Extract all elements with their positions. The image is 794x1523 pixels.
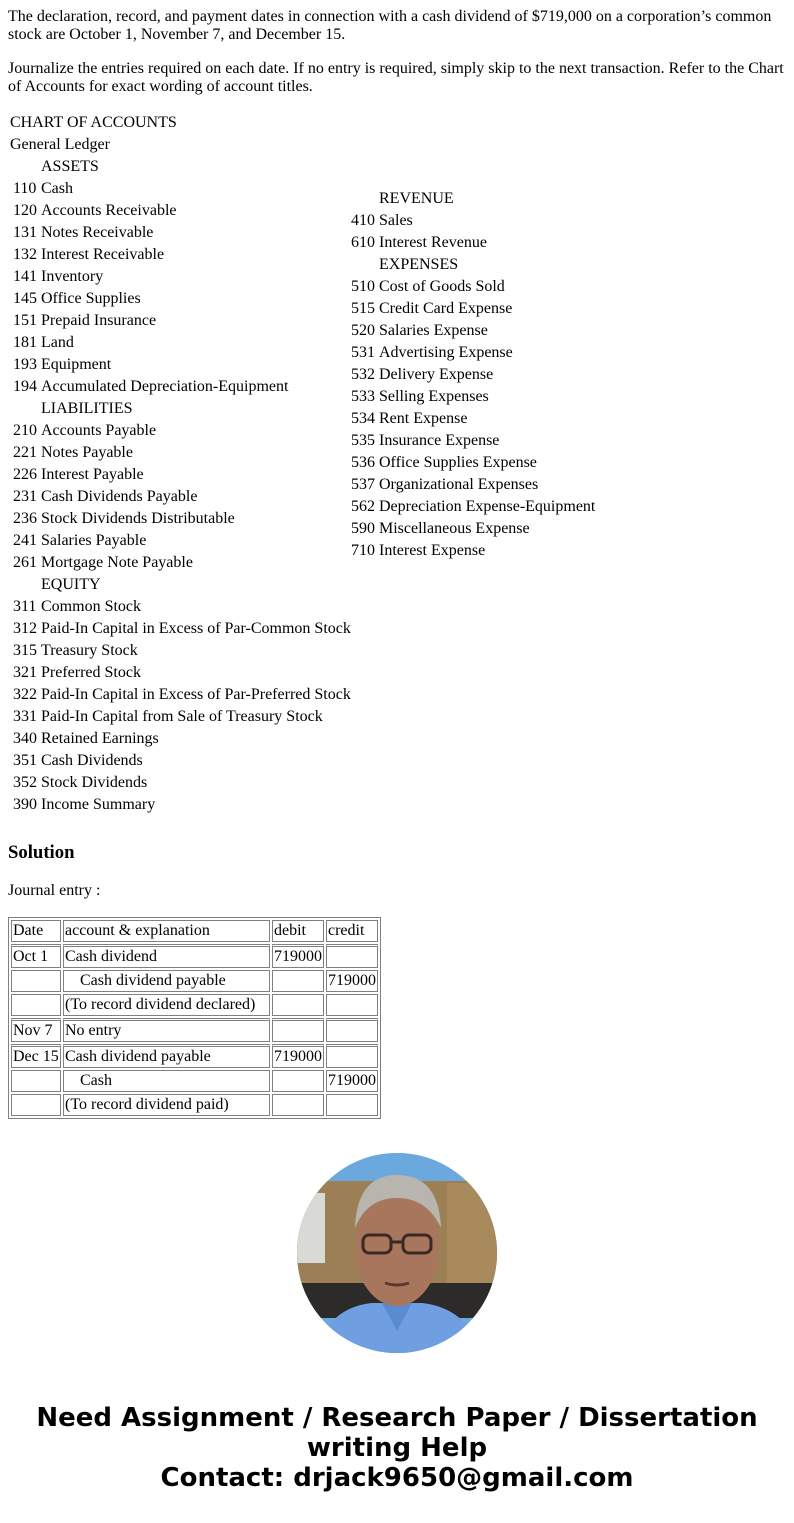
coa-account-item bbox=[8, 750, 351, 772]
coa-account-item bbox=[8, 552, 351, 574]
account-name: Organizational Expenses bbox=[379, 476, 539, 493]
table-row bbox=[11, 970, 378, 992]
coa-account-item bbox=[8, 376, 351, 398]
coa-section-heading: ASSETS bbox=[41, 158, 99, 175]
cell-account: Cash dividend payable bbox=[63, 1044, 270, 1068]
account-number: 226 bbox=[13, 466, 37, 483]
portrait-image bbox=[297, 1153, 497, 1353]
account-number: 340 bbox=[13, 730, 37, 747]
account-name: Treasury Stock bbox=[41, 642, 138, 659]
cell-date: Dec 15 bbox=[11, 1044, 61, 1068]
cell-debit bbox=[272, 1070, 324, 1092]
coa-account-item bbox=[8, 728, 351, 750]
account-number: 236 bbox=[13, 510, 37, 527]
coa-account-item bbox=[346, 518, 595, 540]
cell-account: (To record dividend paid) bbox=[63, 1094, 270, 1116]
cell-debit: 719000 bbox=[272, 944, 324, 968]
account-name: Delivery Expense bbox=[379, 366, 494, 383]
account-name: Salaries Payable bbox=[41, 532, 147, 549]
coa-account-item bbox=[8, 266, 351, 288]
coa-section-heading: EXPENSES bbox=[379, 256, 459, 273]
account-number: 145 bbox=[13, 290, 37, 307]
account-number: 531 bbox=[351, 344, 375, 361]
cell-credit bbox=[326, 1018, 378, 1042]
account-number: 331 bbox=[13, 708, 37, 725]
cell-debit bbox=[272, 1094, 324, 1116]
coa-section-heading: LIABILITIES bbox=[41, 400, 133, 417]
coa-account-item bbox=[8, 530, 351, 552]
coa-account-item bbox=[8, 662, 351, 684]
coa-account-item bbox=[8, 332, 351, 354]
cell-account: Cash dividend bbox=[63, 944, 270, 968]
coa-account-item bbox=[8, 772, 351, 794]
journal-table bbox=[8, 917, 381, 1119]
coa-title: CHART OF ACCOUNTS bbox=[10, 114, 177, 131]
account-number: 536 bbox=[351, 454, 375, 471]
journal-entry-group bbox=[11, 1018, 378, 1042]
table-header-row bbox=[11, 920, 378, 942]
account-number: 535 bbox=[351, 432, 375, 449]
account-number: 321 bbox=[13, 664, 37, 681]
account-name: Cost of Goods Sold bbox=[379, 278, 505, 295]
table-row bbox=[11, 1044, 378, 1068]
cell-account: Cash dividend payable bbox=[63, 970, 270, 992]
coa-account-item bbox=[346, 430, 595, 452]
question-paragraph-1: The declaration, record, and payment dates in connection with a cash dividend of $719,000 on a corporation’s common stock are October 1, November 7, and December 15. bbox=[8, 8, 772, 43]
cell-credit bbox=[326, 1044, 378, 1068]
header-debit: debit bbox=[272, 920, 324, 942]
account-name: Sales bbox=[379, 212, 413, 229]
account-name: Land bbox=[41, 334, 74, 351]
cell-date bbox=[11, 1070, 61, 1092]
account-number: 110 bbox=[13, 180, 37, 197]
account-name: Notes Receivable bbox=[41, 224, 154, 241]
coa-account-item bbox=[8, 508, 351, 530]
account-number: 231 bbox=[13, 488, 37, 505]
account-number: 312 bbox=[13, 620, 37, 637]
footer-line-1: Need Assignment / Research Paper / Dissertation bbox=[36, 1403, 758, 1433]
cell-account: No entry bbox=[63, 1018, 270, 1042]
coa-account-item bbox=[346, 540, 595, 562]
account-name: Paid-In Capital in Excess of Par-Common Stock bbox=[41, 620, 351, 637]
journal-entry-group bbox=[11, 944, 378, 1016]
account-name: Stock Dividends Distributable bbox=[41, 510, 235, 527]
question-paragraph-2: Journalize the entries required on each date. If no entry is required, simply skip to the next transaction. Refer to the Chart of Accounts for exact wording of account titles. bbox=[8, 60, 784, 95]
account-number: 322 bbox=[13, 686, 37, 703]
account-name: Accounts Receivable bbox=[41, 202, 177, 219]
coa-account-item bbox=[346, 232, 595, 254]
cell-date bbox=[11, 970, 61, 992]
account-name: Paid-In Capital from Sale of Treasury Stock bbox=[41, 708, 323, 725]
account-number: 532 bbox=[351, 366, 375, 383]
table-row bbox=[11, 1094, 378, 1116]
account-number: 120 bbox=[13, 202, 37, 219]
account-name: Equipment bbox=[41, 356, 112, 373]
account-number: 131 bbox=[13, 224, 37, 241]
coa-account-item bbox=[8, 244, 351, 266]
account-name: Salaries Expense bbox=[379, 322, 488, 339]
coa-account-item bbox=[346, 298, 595, 320]
account-number: 194 bbox=[13, 378, 37, 395]
account-name: Income Summary bbox=[41, 796, 156, 813]
cell-credit: 719000 bbox=[326, 970, 378, 992]
coa-account-item bbox=[346, 320, 595, 342]
account-name: Interest Expense bbox=[379, 542, 486, 559]
account-number: 520 bbox=[351, 322, 375, 339]
chart-of-accounts bbox=[8, 112, 351, 816]
account-name: Interest Receivable bbox=[41, 246, 165, 263]
account-number: 710 bbox=[351, 542, 375, 559]
coa-account-item bbox=[8, 420, 351, 442]
account-name: Retained Earnings bbox=[41, 730, 159, 747]
footer-line-3: Contact: drjack9650@gmail.com bbox=[160, 1463, 634, 1493]
coa-account-item bbox=[8, 310, 351, 332]
journal-entry-group bbox=[11, 1044, 378, 1116]
coa-account-item bbox=[8, 486, 351, 508]
account-name: Interest Payable bbox=[41, 466, 144, 483]
account-name: Office Supplies Expense bbox=[379, 454, 537, 471]
cell-credit bbox=[326, 944, 378, 968]
account-number: 241 bbox=[13, 532, 37, 549]
account-name: Insurance Expense bbox=[379, 432, 500, 449]
coa-account-item bbox=[346, 408, 595, 430]
cell-credit bbox=[326, 994, 378, 1016]
coa-account-item bbox=[8, 178, 351, 200]
account-name: Mortgage Note Payable bbox=[41, 554, 193, 571]
footer-line-2: writing Help bbox=[306, 1433, 488, 1463]
account-name: Preferred Stock bbox=[41, 664, 141, 681]
coa-account-item bbox=[346, 342, 595, 364]
coa-right-column bbox=[346, 188, 595, 562]
account-number: 533 bbox=[351, 388, 375, 405]
account-number: 210 bbox=[13, 422, 37, 439]
account-number: 311 bbox=[13, 598, 37, 615]
header-credit: credit bbox=[326, 920, 378, 942]
cell-account: Cash bbox=[63, 1070, 270, 1092]
cell-account: (To record dividend declared) bbox=[63, 994, 270, 1016]
account-number: 221 bbox=[13, 444, 37, 461]
cell-debit bbox=[272, 1018, 324, 1042]
account-number: 261 bbox=[13, 554, 37, 571]
coa-account-item bbox=[8, 200, 351, 222]
cell-date: Nov 7 bbox=[11, 1018, 61, 1042]
table-row bbox=[11, 1070, 378, 1092]
cell-credit: 719000 bbox=[326, 1070, 378, 1092]
account-number: 562 bbox=[351, 498, 375, 515]
account-number: 181 bbox=[13, 334, 37, 351]
table-row bbox=[11, 944, 378, 968]
coa-account-item bbox=[8, 706, 351, 728]
coa-left-column bbox=[8, 156, 351, 816]
account-number: 193 bbox=[13, 356, 37, 373]
account-name: Common Stock bbox=[41, 598, 142, 615]
account-name: Selling Expenses bbox=[379, 388, 489, 405]
table-row bbox=[11, 1018, 378, 1042]
coa-account-item bbox=[8, 640, 351, 662]
account-number: 151 bbox=[13, 312, 37, 329]
account-name: Accounts Payable bbox=[41, 422, 157, 439]
account-number: 534 bbox=[351, 410, 375, 427]
account-number: 351 bbox=[13, 752, 37, 769]
cell-debit bbox=[272, 970, 324, 992]
promo-footer bbox=[0, 1403, 794, 1493]
account-name: Miscellaneous Expense bbox=[379, 520, 530, 537]
coa-account-item bbox=[8, 464, 351, 486]
solution-heading: Solution bbox=[8, 842, 75, 863]
account-number: 315 bbox=[13, 642, 37, 659]
journal-entry-label: Journal entry : bbox=[8, 882, 101, 899]
coa-account-item bbox=[8, 684, 351, 706]
coa-section-heading: EQUITY bbox=[41, 576, 101, 593]
account-name: Cash Dividends bbox=[41, 752, 143, 769]
header-account: account & explanation bbox=[63, 920, 270, 942]
coa-section-heading: REVENUE bbox=[379, 190, 454, 207]
account-name: Advertising Expense bbox=[379, 344, 513, 361]
cell-debit bbox=[272, 994, 324, 1016]
coa-account-item bbox=[8, 442, 351, 464]
account-name: Cash Dividends Payable bbox=[41, 488, 198, 505]
account-number: 590 bbox=[351, 520, 375, 537]
coa-account-item bbox=[346, 210, 595, 232]
coa-account-item bbox=[8, 222, 351, 244]
coa-account-item bbox=[8, 596, 351, 618]
account-name: Prepaid Insurance bbox=[41, 312, 157, 329]
coa-account-item bbox=[8, 794, 351, 816]
account-number: 537 bbox=[351, 476, 375, 493]
account-name: Inventory bbox=[41, 268, 104, 285]
account-name: Notes Payable bbox=[41, 444, 133, 461]
cell-date bbox=[11, 994, 61, 1016]
account-number: 132 bbox=[13, 246, 37, 263]
account-number: 510 bbox=[351, 278, 375, 295]
account-number: 410 bbox=[351, 212, 375, 229]
coa-account-item bbox=[346, 496, 595, 518]
account-name: Paid-In Capital in Excess of Par-Preferred Stock bbox=[41, 686, 351, 703]
account-name: Depreciation Expense-Equipment bbox=[379, 498, 596, 515]
coa-account-item bbox=[346, 276, 595, 298]
account-name: Cash bbox=[41, 180, 73, 197]
table-row bbox=[11, 994, 378, 1016]
coa-account-item bbox=[346, 452, 595, 474]
coa-account-item bbox=[8, 354, 351, 376]
cell-debit: 719000 bbox=[272, 1044, 324, 1068]
account-name: Accumulated Depreciation-Equipment bbox=[41, 378, 289, 395]
coa-account-item bbox=[8, 618, 351, 640]
account-number: 515 bbox=[351, 300, 375, 317]
coa-account-item bbox=[346, 364, 595, 386]
cell-date: Oct 1 bbox=[11, 944, 61, 968]
cell-date bbox=[11, 1094, 61, 1116]
account-number: 141 bbox=[13, 268, 37, 285]
account-name: Stock Dividends bbox=[41, 774, 148, 791]
cell-credit bbox=[326, 1094, 378, 1116]
author-avatar bbox=[297, 1153, 497, 1353]
account-number: 352 bbox=[13, 774, 37, 791]
account-name: Credit Card Expense bbox=[379, 300, 513, 317]
coa-account-item bbox=[8, 288, 351, 310]
account-number: 610 bbox=[351, 234, 375, 251]
account-name: Interest Revenue bbox=[379, 234, 487, 251]
account-name: Office Supplies bbox=[41, 290, 141, 307]
coa-account-item bbox=[346, 386, 595, 408]
account-number: 390 bbox=[13, 796, 37, 813]
coa-account-item bbox=[346, 474, 595, 496]
header-date: Date bbox=[11, 920, 61, 942]
account-name: Rent Expense bbox=[379, 410, 468, 427]
coa-subtitle: General Ledger bbox=[10, 136, 110, 153]
